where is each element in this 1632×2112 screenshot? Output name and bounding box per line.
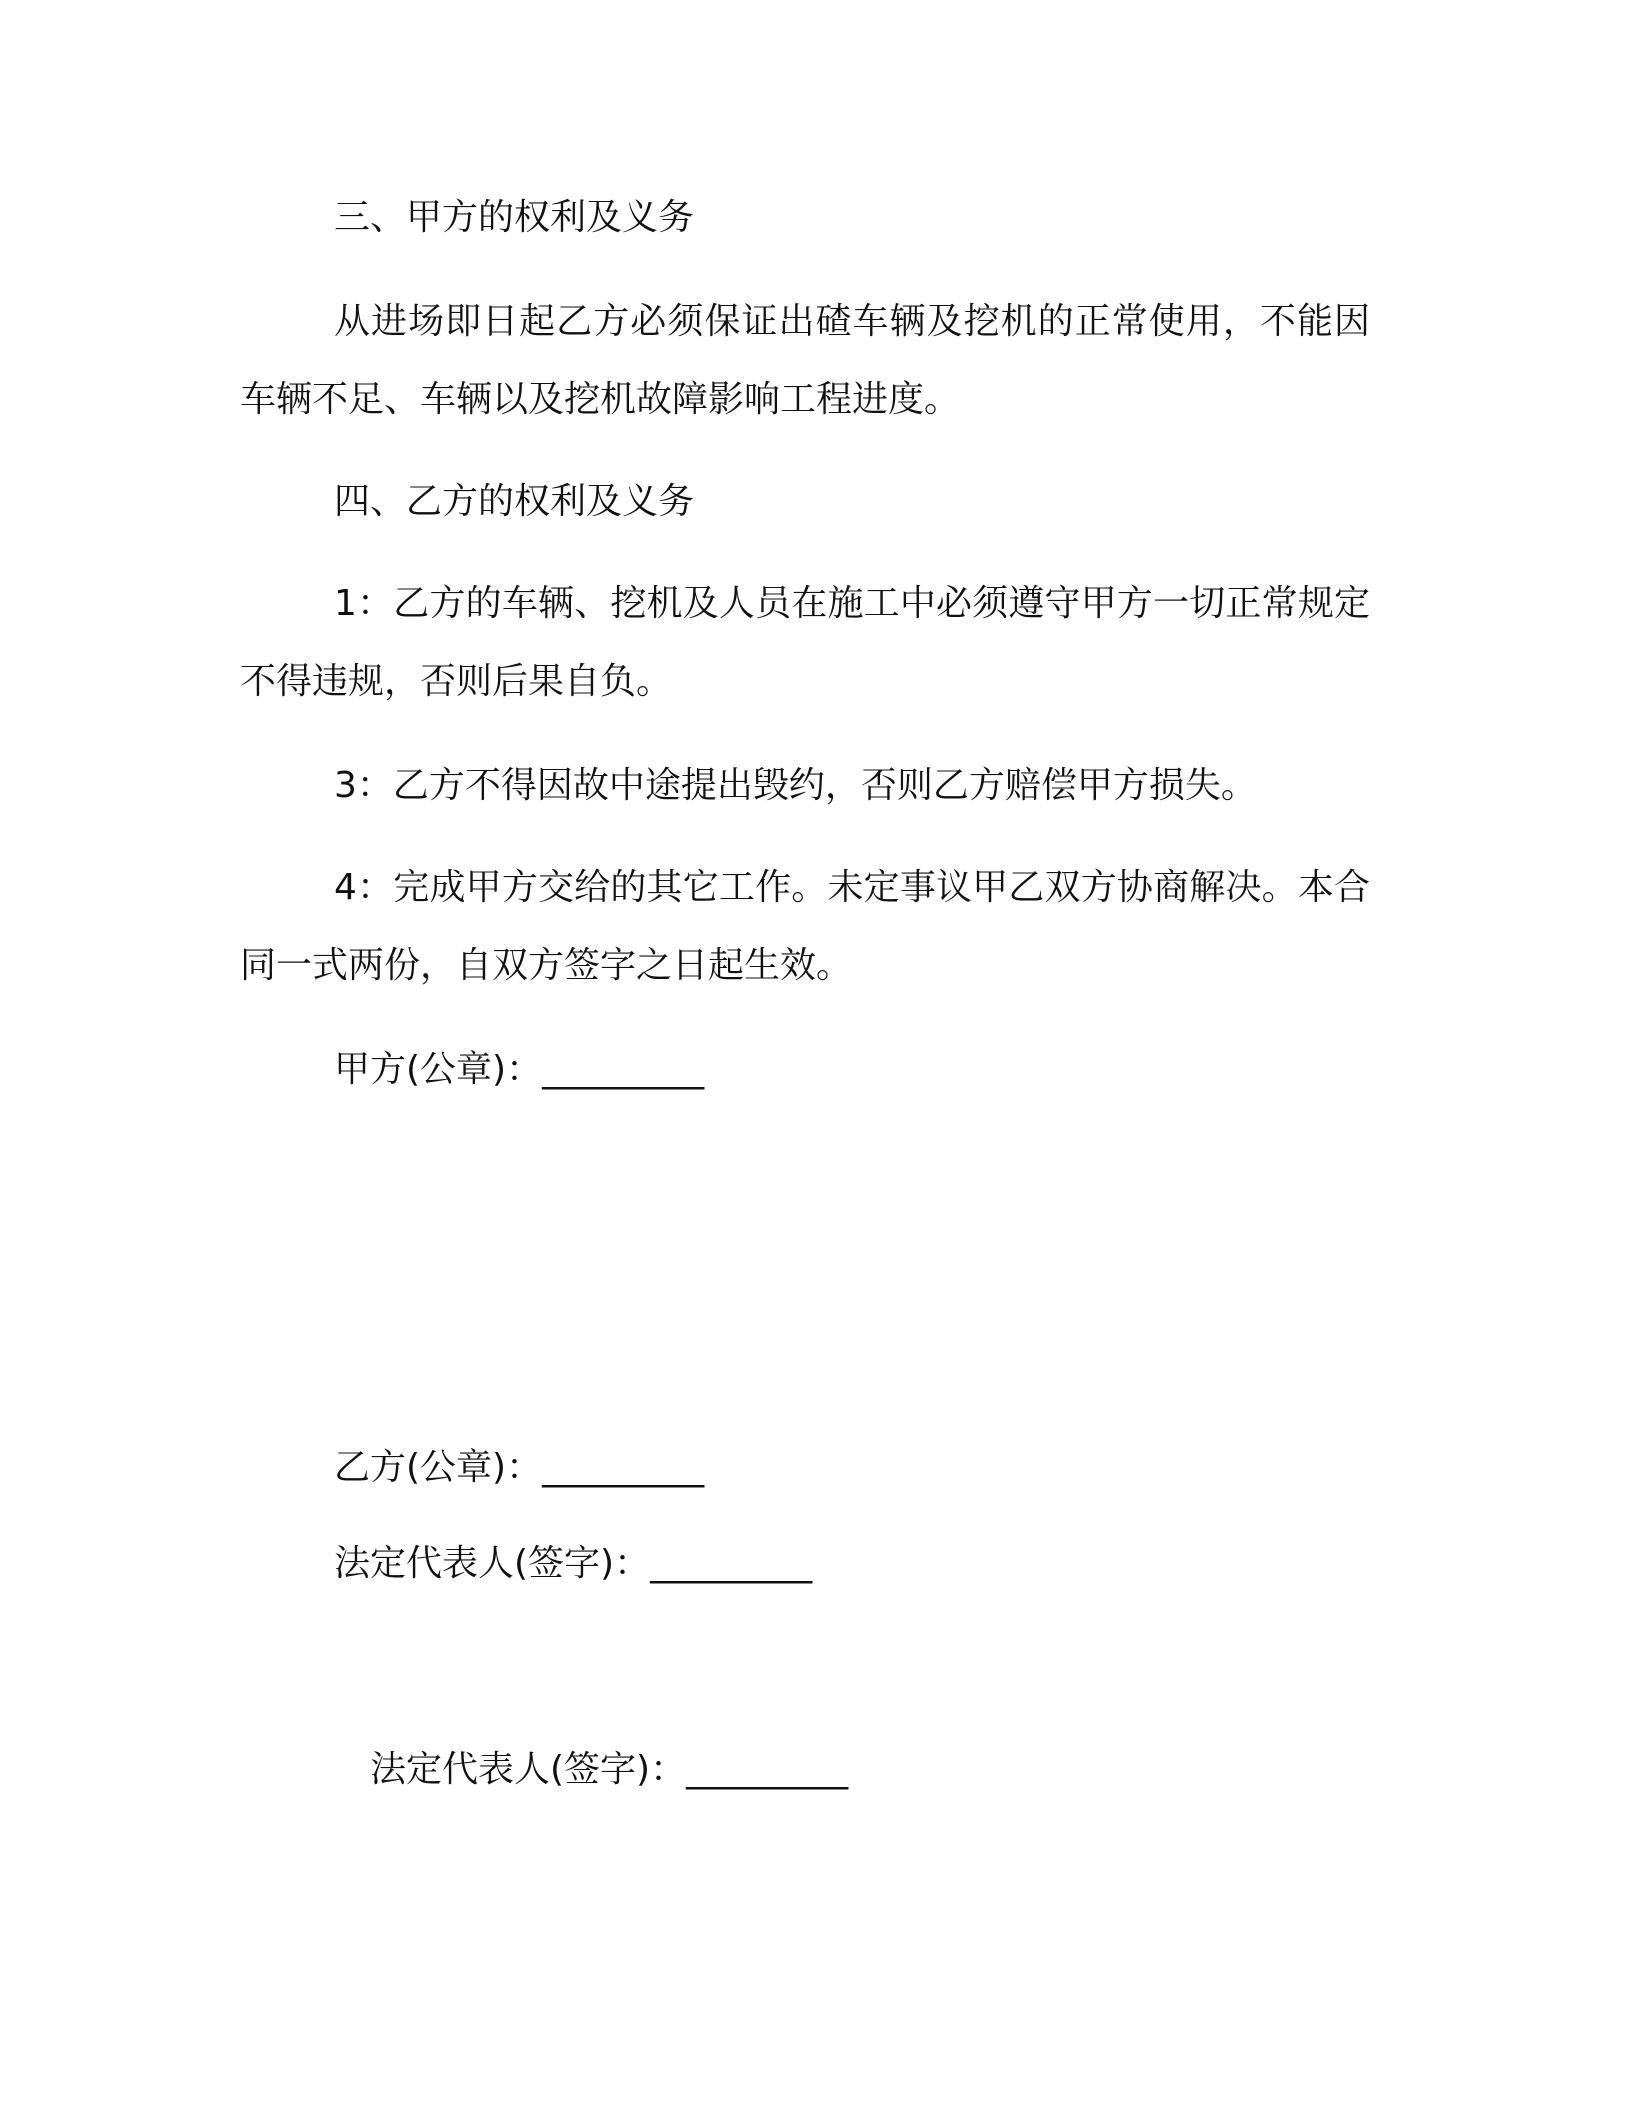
- legal-rep-signature-line-2: 法定代表人(签字)：_________: [370, 1749, 849, 1790]
- section3-body: 从进场即日起乙方必须保证出碴车辆及挖机的正常使用，不能因车辆不足、车辆以及挖机故障影响工程进度。: [240, 301, 1370, 420]
- section3-heading: 三、甲方的权利及义务: [334, 197, 695, 238]
- section4-item-4: 4：完成甲方交给的其它工作。未定事议甲乙双方协商解决。本合同一式两份，自双方签字之日起生效。: [240, 867, 1370, 986]
- legal-rep-signature-line-1: 法定代表人(签字)：_________: [334, 1543, 813, 1584]
- party-a-seal-line: 甲方(公章)：_________: [334, 1049, 705, 1090]
- section4-item-1: 1：乙方的车辆、挖机及人员在施工中必须遵守甲方一切正常规定不得违规，否则后果自负。: [240, 583, 1370, 702]
- section4-heading: 四、乙方的权利及义务: [334, 481, 695, 522]
- section4-item-3: 3：乙方不得因故中途提出毁约，否则乙方赔偿甲方损失。: [334, 765, 1257, 806]
- party-b-seal-line: 乙方(公章)：_________: [334, 1447, 705, 1488]
